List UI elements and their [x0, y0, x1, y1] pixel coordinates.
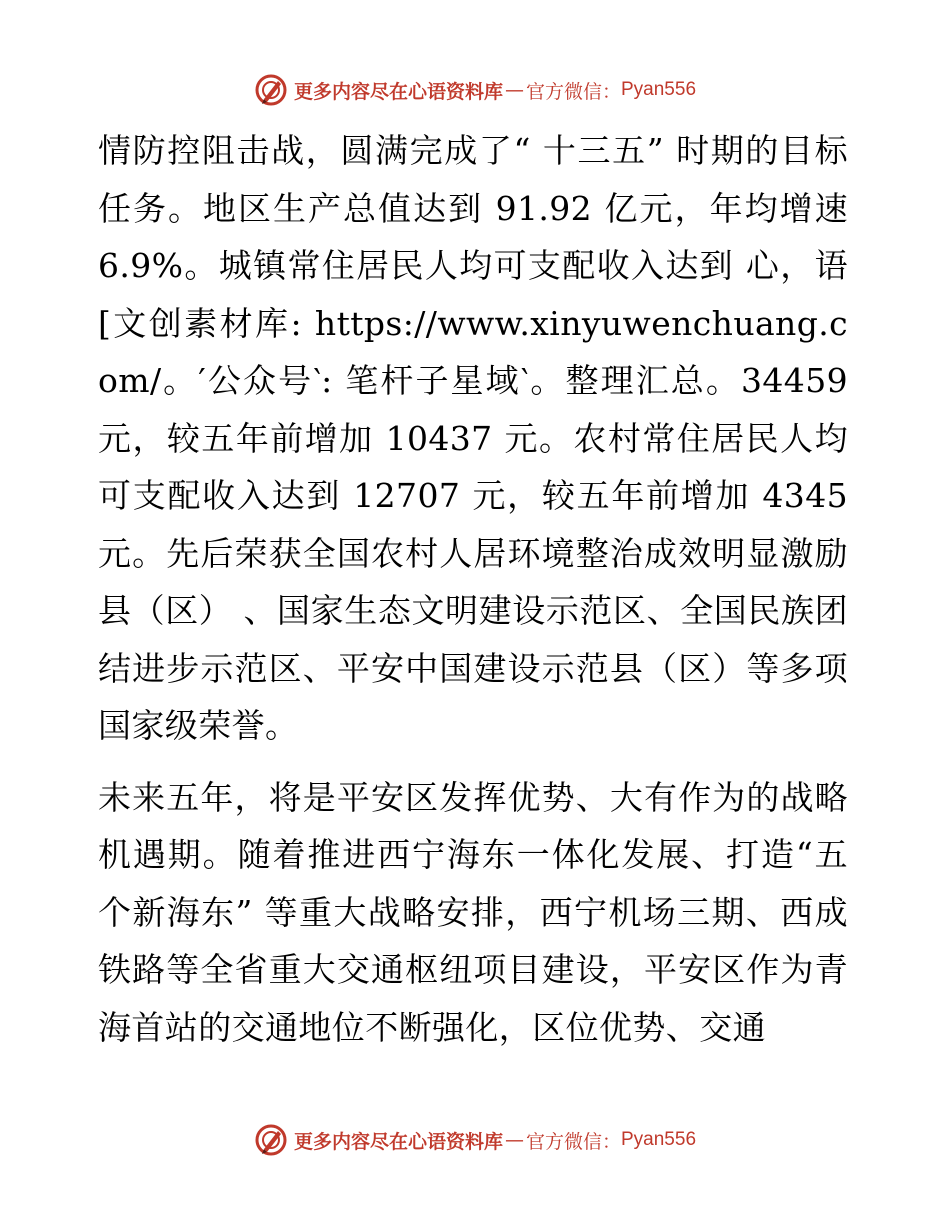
footer-separator: —	[504, 1129, 524, 1151]
header-brand-text: 更多内容尽在心语资料库	[293, 80, 503, 103]
header-contact-id: Pyan556	[621, 79, 697, 100]
document-body	[98, 122, 848, 1056]
paragraph-2: 未来五年，将是平安区发挥优势、大有作为的战略机遇期。随着推进西宁海东一体化发展、打造“五个新海东” 等重大战略安排，西宁机场三期、西成铁路等全省重大交通枢纽项目建设，平安区作为青海首站的交通地位不断强化，区位优势、交通	[98, 777, 848, 1047]
header-banner	[0, 70, 950, 110]
footer-contact-label: 官方微信：	[525, 1130, 621, 1153]
pen-logo-icon	[254, 1123, 288, 1157]
footer-brand-text: 更多内容尽在心语资料库	[293, 1130, 503, 1153]
header-separator: —	[504, 79, 524, 101]
header-contact-label: 官方微信：	[525, 80, 621, 103]
footer-contact-id: Pyan556	[621, 1129, 697, 1150]
paragraph-1: 情防控阻击战，圆满完成了“ 十三五” 时期的目标任务。地区生产总值达到 91.92 亿元，年均增速 6.9%。城镇常住居民人均可支配收入达到 心，语[文创素材库: https://www.xinyuwenchuang.com/。′公众号‵: 笔杆子星域‵。整理汇总。34459 元，较五年前增加 10437 元。农村常住居民人均可支配收入达到 12707 元，较五年前增加 4345 元。先后荣获全国农村人居环境整治成效明显激励县（区） 、国家生态文明建设示范区、全国民族团结进步示范区、平安中国建设示范县（区）等多项国家级荣誉。	[98, 131, 848, 745]
footer-banner	[0, 1120, 950, 1160]
pen-logo-icon	[254, 73, 288, 107]
